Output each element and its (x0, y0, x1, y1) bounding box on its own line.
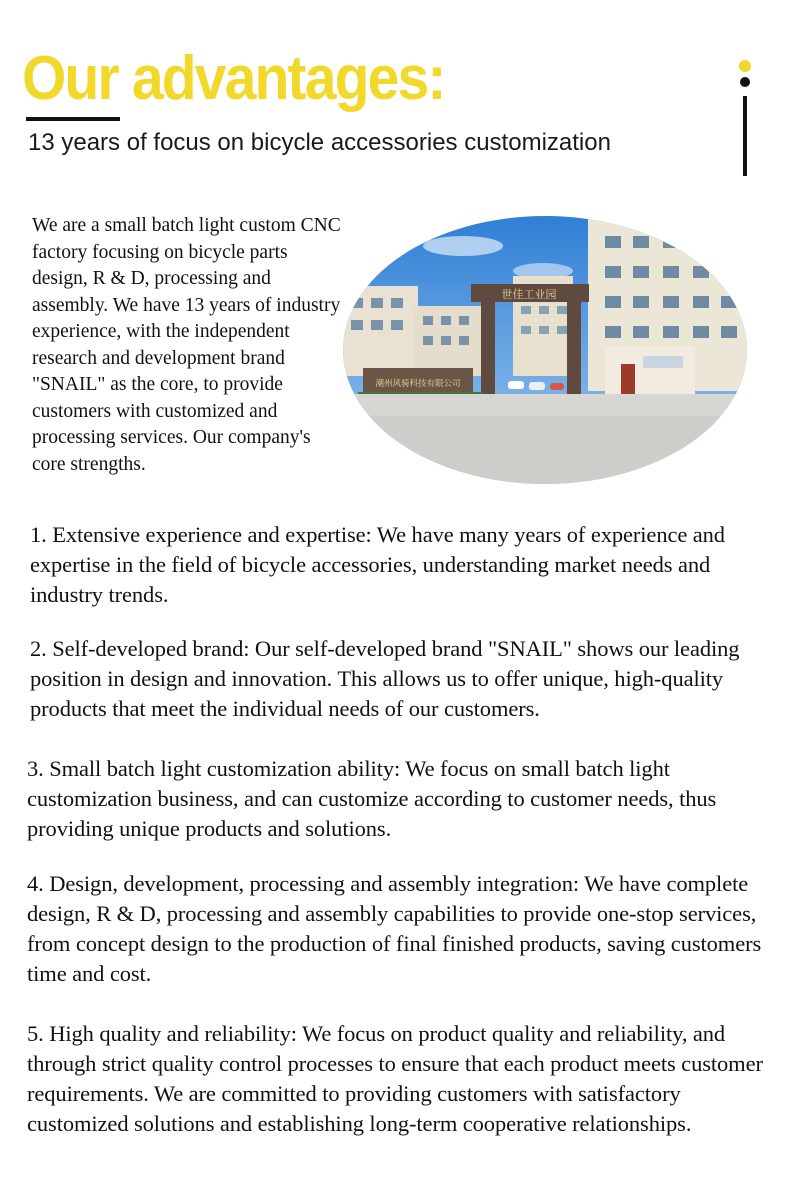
accent-dot (739, 60, 751, 72)
advantage-item-4: 4. Design, development, processing and assembly integration: We have complete design, R & D, processing and assembly capabilities to provide one-stop services, from concept design to the production of final finished products, saving customers time and cost. (27, 871, 762, 986)
gate-sign: 世佳工业园 (501, 288, 557, 301)
vertical-divider (743, 96, 747, 176)
page-title: Our advantages: (22, 44, 445, 113)
advantage-item-3: 3. Small batch light customization ability: We focus on small batch light customization business, and can customize according to customer needs, thus providing unique products and solutions. (27, 756, 717, 841)
factory-photo (343, 216, 747, 484)
advantage-item-5: 5. High quality and reliability: We focus on product quality and reliability, and through strict quality control processes to ensure that each product meets customer requirements. We are committed to providing customers with satisfactory customized solutions and establishing long-term cooperative relationships. (27, 1021, 763, 1136)
advantage-item-1: 1. Extensive experience and expertise: We have many years of experience and expertise in the field of bicycle accessories, understanding market needs and industry trends. (30, 522, 725, 607)
advantage-item-2: 2. Self-developed brand: Our self-developed brand "SNAIL" shows our leading position in design and innovation. This allows us to offer unique, high-quality products that meet the individual needs of our customers. (30, 636, 740, 721)
advantages-list (27, 520, 779, 1139)
company-sign: 潮州风骑科技有限公司 (375, 379, 461, 389)
dark-dot (740, 77, 750, 87)
page-subtitle: 13 years of focus on bicycle accessories customization (28, 129, 611, 156)
intro-paragraph: We are a small batch light custom CNC factory focusing on bicycle parts design, R & D, processing and assembly. We have 13 years of industry experience, with the independent research and development brand "SNAIL" as the core, to provide customers with customized and processing services. Our company's core strengths. (32, 215, 341, 475)
title-underline (26, 117, 120, 121)
